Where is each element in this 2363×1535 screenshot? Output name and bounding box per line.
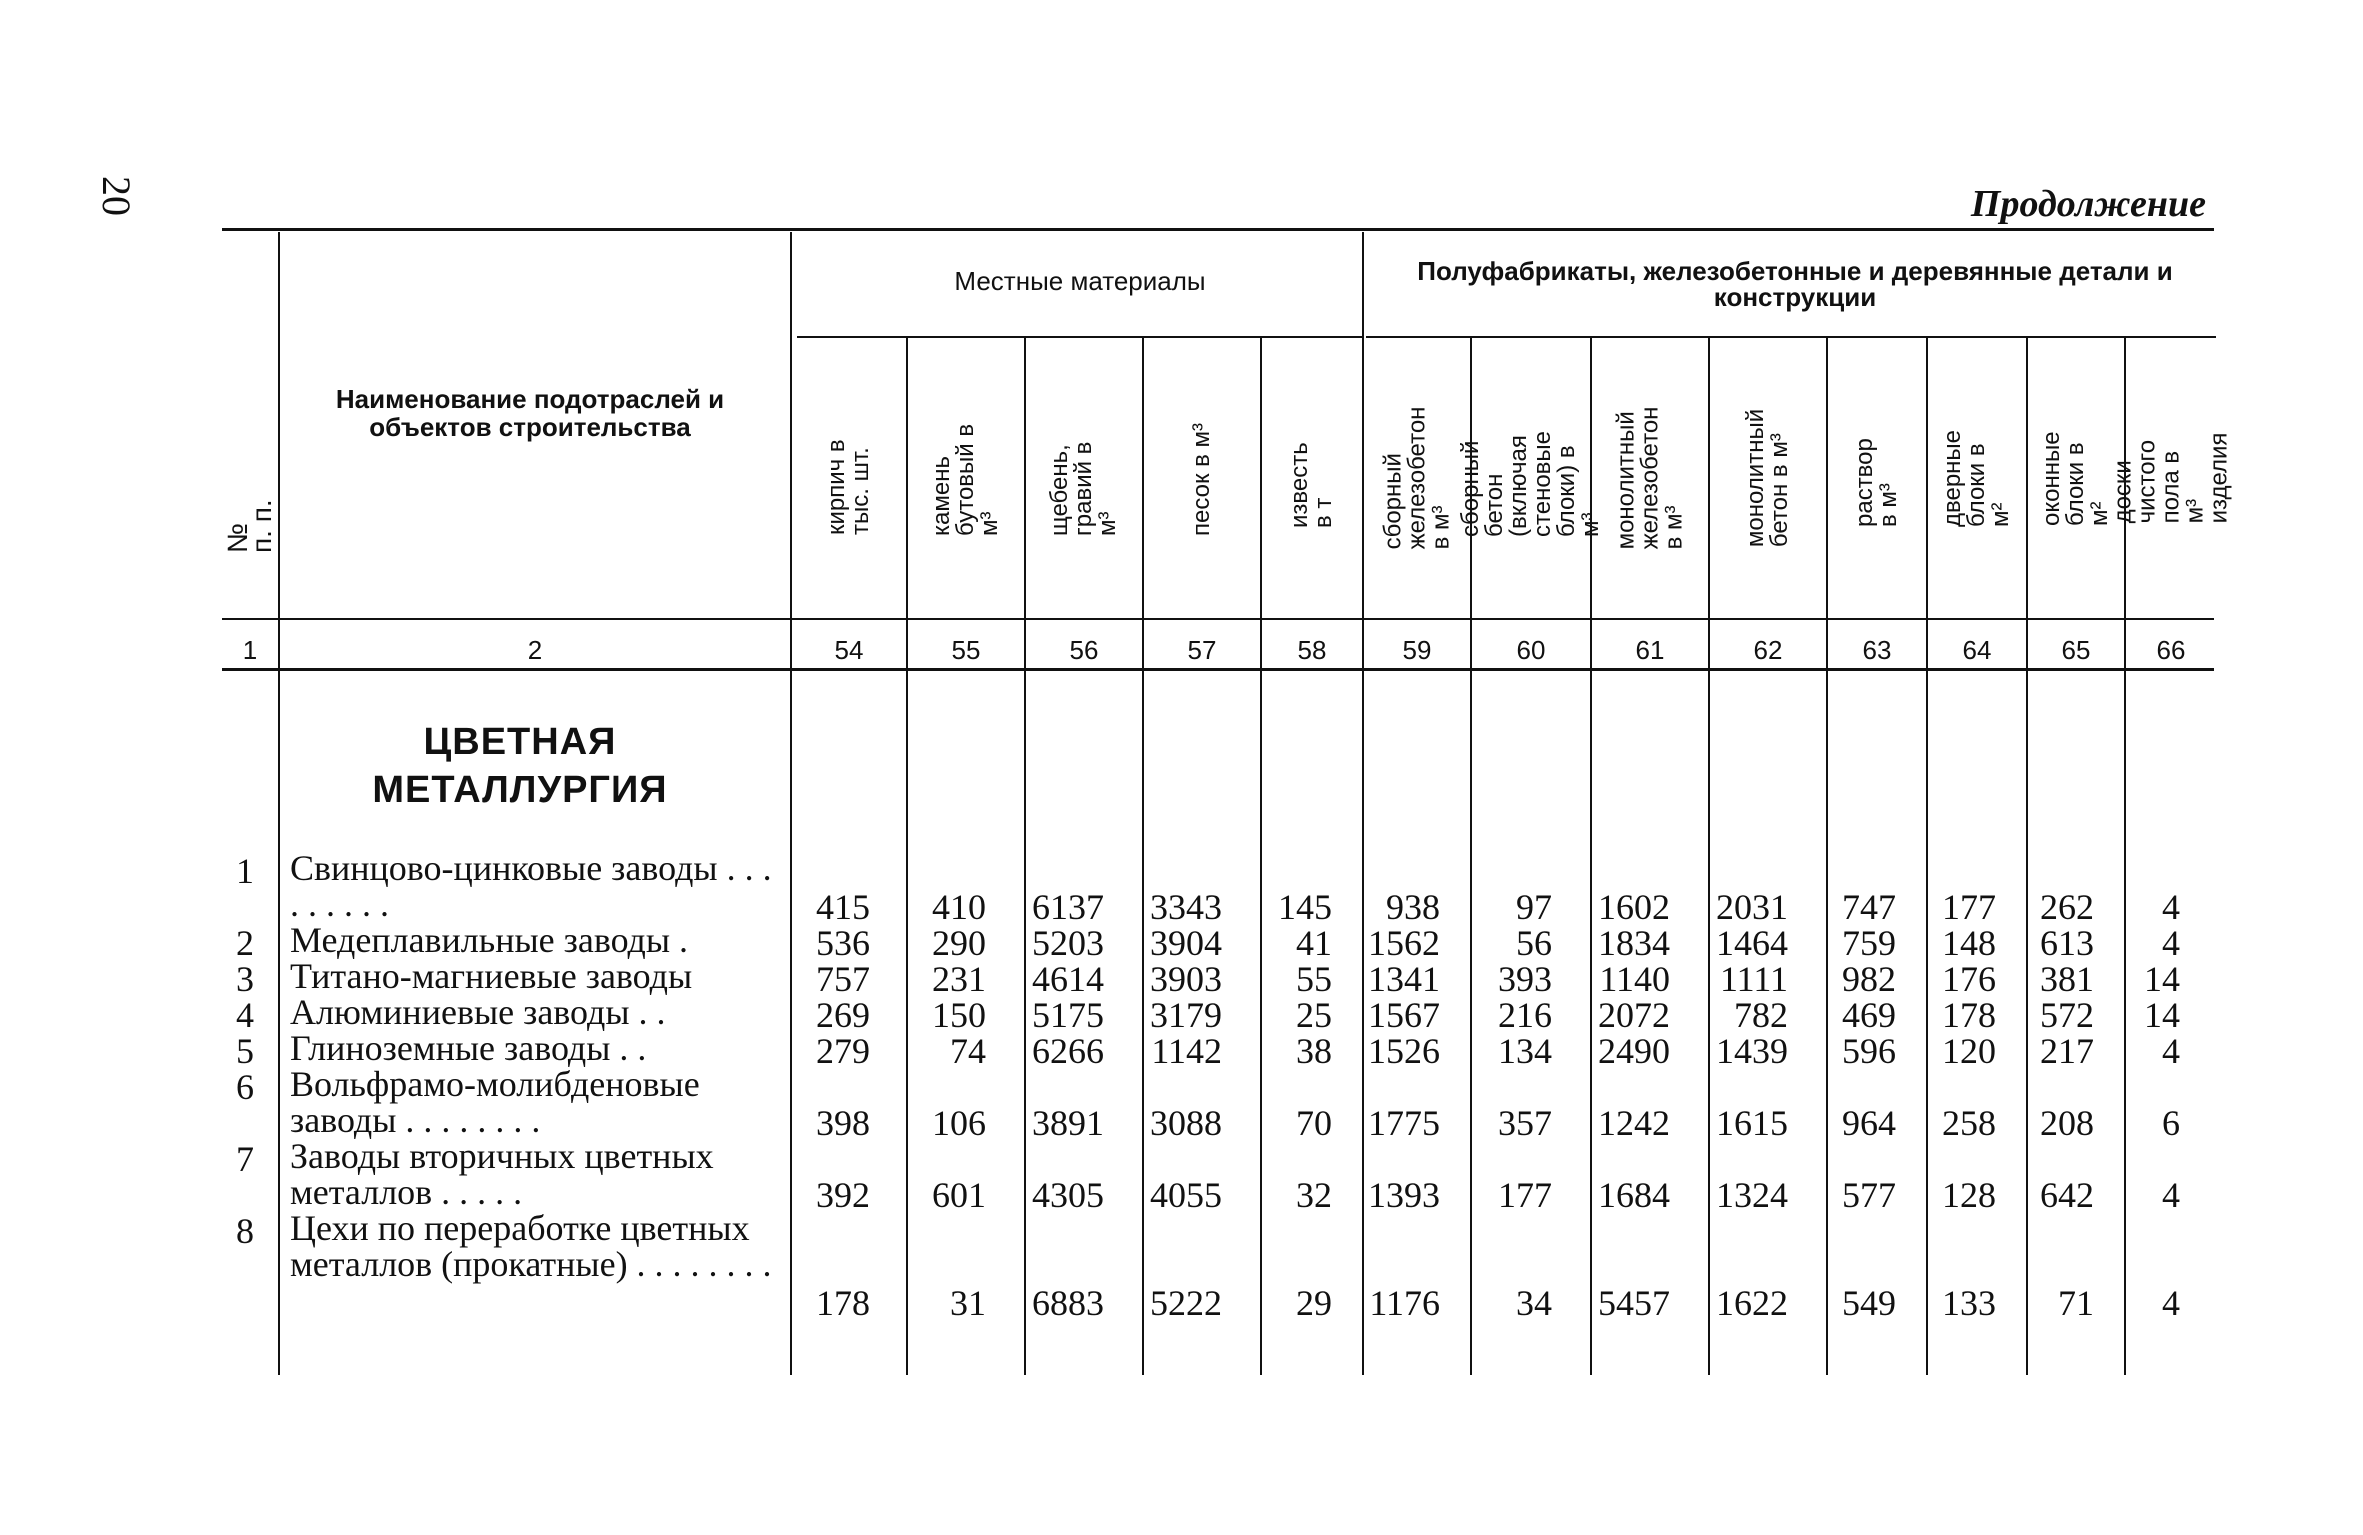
table-cell: 393 [1498,959,1552,999]
table-cell: 178 [1942,995,1996,1035]
table-cell: 536 [816,923,870,963]
row-number: 3 [236,959,254,999]
table-cell: 231 [932,959,986,999]
column-number: 54 [834,635,864,665]
table-cell: 469 [1842,995,1896,1035]
group-rule-local [797,336,1362,338]
col-header-window-blocks: оконные блоки в м² [2038,431,2113,526]
header-bottom-rule [222,618,2214,620]
col-header-brick: кирпич в тыс. шт. [823,439,874,535]
page-number: 20 [94,176,139,216]
table-cell: 1615 [1716,1103,1788,1143]
table-cell: 1439 [1716,1031,1788,1071]
table-cell: 1567 [1368,995,1440,1035]
table-cell: 176 [1942,959,1996,999]
table-cell: 577 [1842,1175,1896,1215]
table-cell: 759 [1842,923,1896,963]
row-name: Алюминиевые заводы . . [290,992,666,1032]
table-cell: 145 [1278,887,1332,927]
table-cell: 4 [2162,923,2180,963]
column-number: 64 [1962,635,1992,665]
table-cell: 1622 [1716,1283,1788,1323]
col-header-monolithic-concrete: монолитный бетон в м³ [1742,408,1794,548]
table-cell: 757 [816,959,870,999]
group-semi-products: Полуфабрикаты, железобетонные и деревянные детали и конструкции [1417,256,2173,312]
table-cell: 415 [816,887,870,927]
table-cell: 747 [1842,887,1896,927]
table-cell: 55 [1296,959,1332,999]
table-cell: 5203 [1032,923,1104,963]
row-number: 7 [236,1139,254,1179]
table-cell: 5175 [1032,995,1104,1035]
col-header-monolithic-rc: монолитный железобетон в м³ [1612,406,1688,550]
table-cell: 25 [1296,995,1332,1035]
row-name: Глиноземные заводы . . [290,1028,647,1068]
table-cell: 601 [932,1175,986,1215]
table-cell: 4 [2162,887,2180,927]
table-cell: 178 [816,1283,870,1323]
table-cell: 56 [1516,923,1552,963]
col-header-lime: известь в т [1286,442,1337,528]
table-cell: 4055 [1150,1175,1222,1215]
table-cell: 4305 [1032,1175,1104,1215]
row-number: 4 [236,995,254,1035]
table-cell: 4614 [1032,959,1104,999]
table-cell: 74 [950,1031,986,1071]
column-number: 58 [1297,635,1327,665]
table-cell: 938 [1386,887,1440,927]
table-cell: 1526 [1368,1031,1440,1071]
table-cell: 357 [1498,1103,1552,1143]
table-cell: 2031 [1716,887,1788,927]
table-cell: 782 [1734,995,1788,1035]
table-cell: 70 [1296,1103,1332,1143]
table-cell: 6266 [1032,1031,1104,1071]
table-cell: 106 [932,1103,986,1143]
table-cell: 549 [1842,1283,1896,1323]
table-cell: 3904 [1150,923,1222,963]
table-cell: 120 [1942,1031,1996,1071]
table-cell: 3088 [1150,1103,1222,1143]
table-cell: 4 [2162,1283,2180,1323]
num-column-header: № п. п. [222,499,277,553]
table-cell: 1142 [1151,1031,1222,1071]
table-cell: 1562 [1368,923,1440,963]
column-number: 57 [1187,635,1217,665]
table-cell: 1111 [1720,959,1788,999]
table-cell: 1602 [1598,887,1670,927]
table-cell: 613 [2040,923,2094,963]
row-number: 5 [236,1031,254,1071]
table-cell: 1775 [1368,1103,1440,1143]
column-number: 65 [2061,635,2091,665]
top-rule [222,228,2214,231]
col-header-rubble-stone: камень бутовый в м³ [928,423,1003,536]
table-cell: 642 [2040,1175,2094,1215]
table-cell: 262 [2040,887,2094,927]
table-cell: 6137 [1032,887,1104,927]
table-cell: 3179 [1150,995,1222,1035]
table-cell: 97 [1516,887,1552,927]
column-number: 1 [242,635,258,665]
col-header-precast-concrete: сборный бетон (включая стеновые блоки) в м³ [1457,430,1604,537]
table-cell: 3903 [1150,959,1222,999]
col-header-door-blocks: дверные блоки в м² [1939,429,2014,527]
table-cell: 398 [816,1103,870,1143]
table-cell: 29 [1296,1283,1332,1323]
table-cell: 177 [1942,887,1996,927]
table-cell: 14 [2144,995,2180,1035]
row-number: 8 [236,1211,254,1251]
table-cell: 269 [816,995,870,1035]
row-name: Цехи по переработке цветных металлов (прокатные) . . . . . . . . [290,1208,772,1284]
table-cell: 41 [1296,923,1332,963]
column-number: 62 [1753,635,1783,665]
row-name: Титано-магниевые заводы [290,956,693,996]
column-numbers-rule [222,668,2214,671]
row-number: 6 [236,1067,254,1107]
table-cell: 6883 [1032,1283,1104,1323]
column-number: 55 [951,635,981,665]
column-number: 2 [527,635,543,665]
group-local-materials: Местные материалы [954,266,1206,296]
table-cell: 3343 [1150,887,1222,927]
continuation-label: Продолжение [1970,183,2206,225]
table-cell: 6 [2162,1103,2180,1143]
table-cell: 279 [816,1031,870,1071]
table-cell: 1324 [1716,1175,1788,1215]
col-header-sand: песок в м³ [1188,422,1215,536]
table-cell: 392 [816,1175,870,1215]
table-cell: 31 [950,1283,986,1323]
table-cell: 128 [1942,1175,1996,1215]
column-number: 56 [1069,635,1099,665]
table-cell: 4 [2162,1031,2180,1071]
table-cell: 134 [1498,1031,1552,1071]
table-cell: 1464 [1716,923,1788,963]
table-cell: 148 [1942,923,1996,963]
table-cell: 381 [2040,959,2094,999]
table-cell: 1176 [1369,1283,1440,1323]
table-cell: 290 [932,923,986,963]
col-header-mortar: раствор в м³ [1851,438,1902,527]
table-cell: 32 [1296,1175,1332,1215]
table-cell: 982 [1842,959,1896,999]
column-number: 63 [1862,635,1892,665]
table-cell: 410 [932,887,986,927]
table-cell: 216 [1498,995,1552,1035]
table-cell: 2072 [1598,995,1670,1035]
column-number: 59 [1402,635,1432,665]
col-header-floor-boards: доски чистого пола в м³ изделия [2109,432,2232,524]
row-number: 1 [236,851,254,891]
table-cell: 5457 [1598,1283,1670,1323]
table-cell: 5222 [1150,1283,1222,1323]
table-cell: 1684 [1598,1175,1670,1215]
col-header-precast-rc: сборный железобетон в м³ [1379,406,1455,550]
column-number: 66 [2156,635,2186,665]
table-cell: 217 [2040,1031,2094,1071]
row-name: Вольфрамо-молибденовые заводы . . . . . . . . [290,1064,700,1140]
table-cell: 1341 [1368,959,1440,999]
table-cell: 34 [1516,1283,1552,1323]
row-name: Заводы вторичных цветных металлов . . . . . [290,1136,714,1212]
row-number: 2 [236,923,254,963]
table-cell: 1242 [1598,1103,1670,1143]
name-column-header: Наименование подотраслей и объектов строительства [335,384,725,442]
table-cell: 596 [1842,1031,1896,1071]
table-cell: 150 [932,995,986,1035]
group-rule-semi [1366,336,2216,338]
table-cell: 2490 [1598,1031,1670,1071]
table-cell: 258 [1942,1103,1996,1143]
section-title: ЦВЕТНАЯ МЕТАЛЛУРГИЯ [372,721,668,811]
table-cell: 572 [2040,995,2094,1035]
table-cell: 71 [2058,1283,2094,1323]
row-name: Свинцово-цинковые заводы . . . . . . . . . [290,848,772,924]
table-cell: 208 [2040,1103,2094,1143]
column-number: 60 [1516,635,1546,665]
table-cell: 3891 [1032,1103,1104,1143]
column-number: 61 [1635,635,1665,665]
table-cell: 38 [1296,1031,1332,1071]
table-cell: 133 [1942,1283,1996,1323]
table-cell: 4 [2162,1175,2180,1215]
row-name: Медеплавильные заводы . [290,920,689,960]
table-cell: 964 [1842,1103,1896,1143]
table-cell: 1393 [1368,1175,1440,1215]
col-header-gravel: щебень, гравий в м³ [1046,441,1121,536]
table-cell: 1834 [1598,923,1670,963]
table-cell: 14 [2144,959,2180,999]
table-cell: 177 [1498,1175,1552,1215]
table-cell: 1140 [1599,959,1670,999]
